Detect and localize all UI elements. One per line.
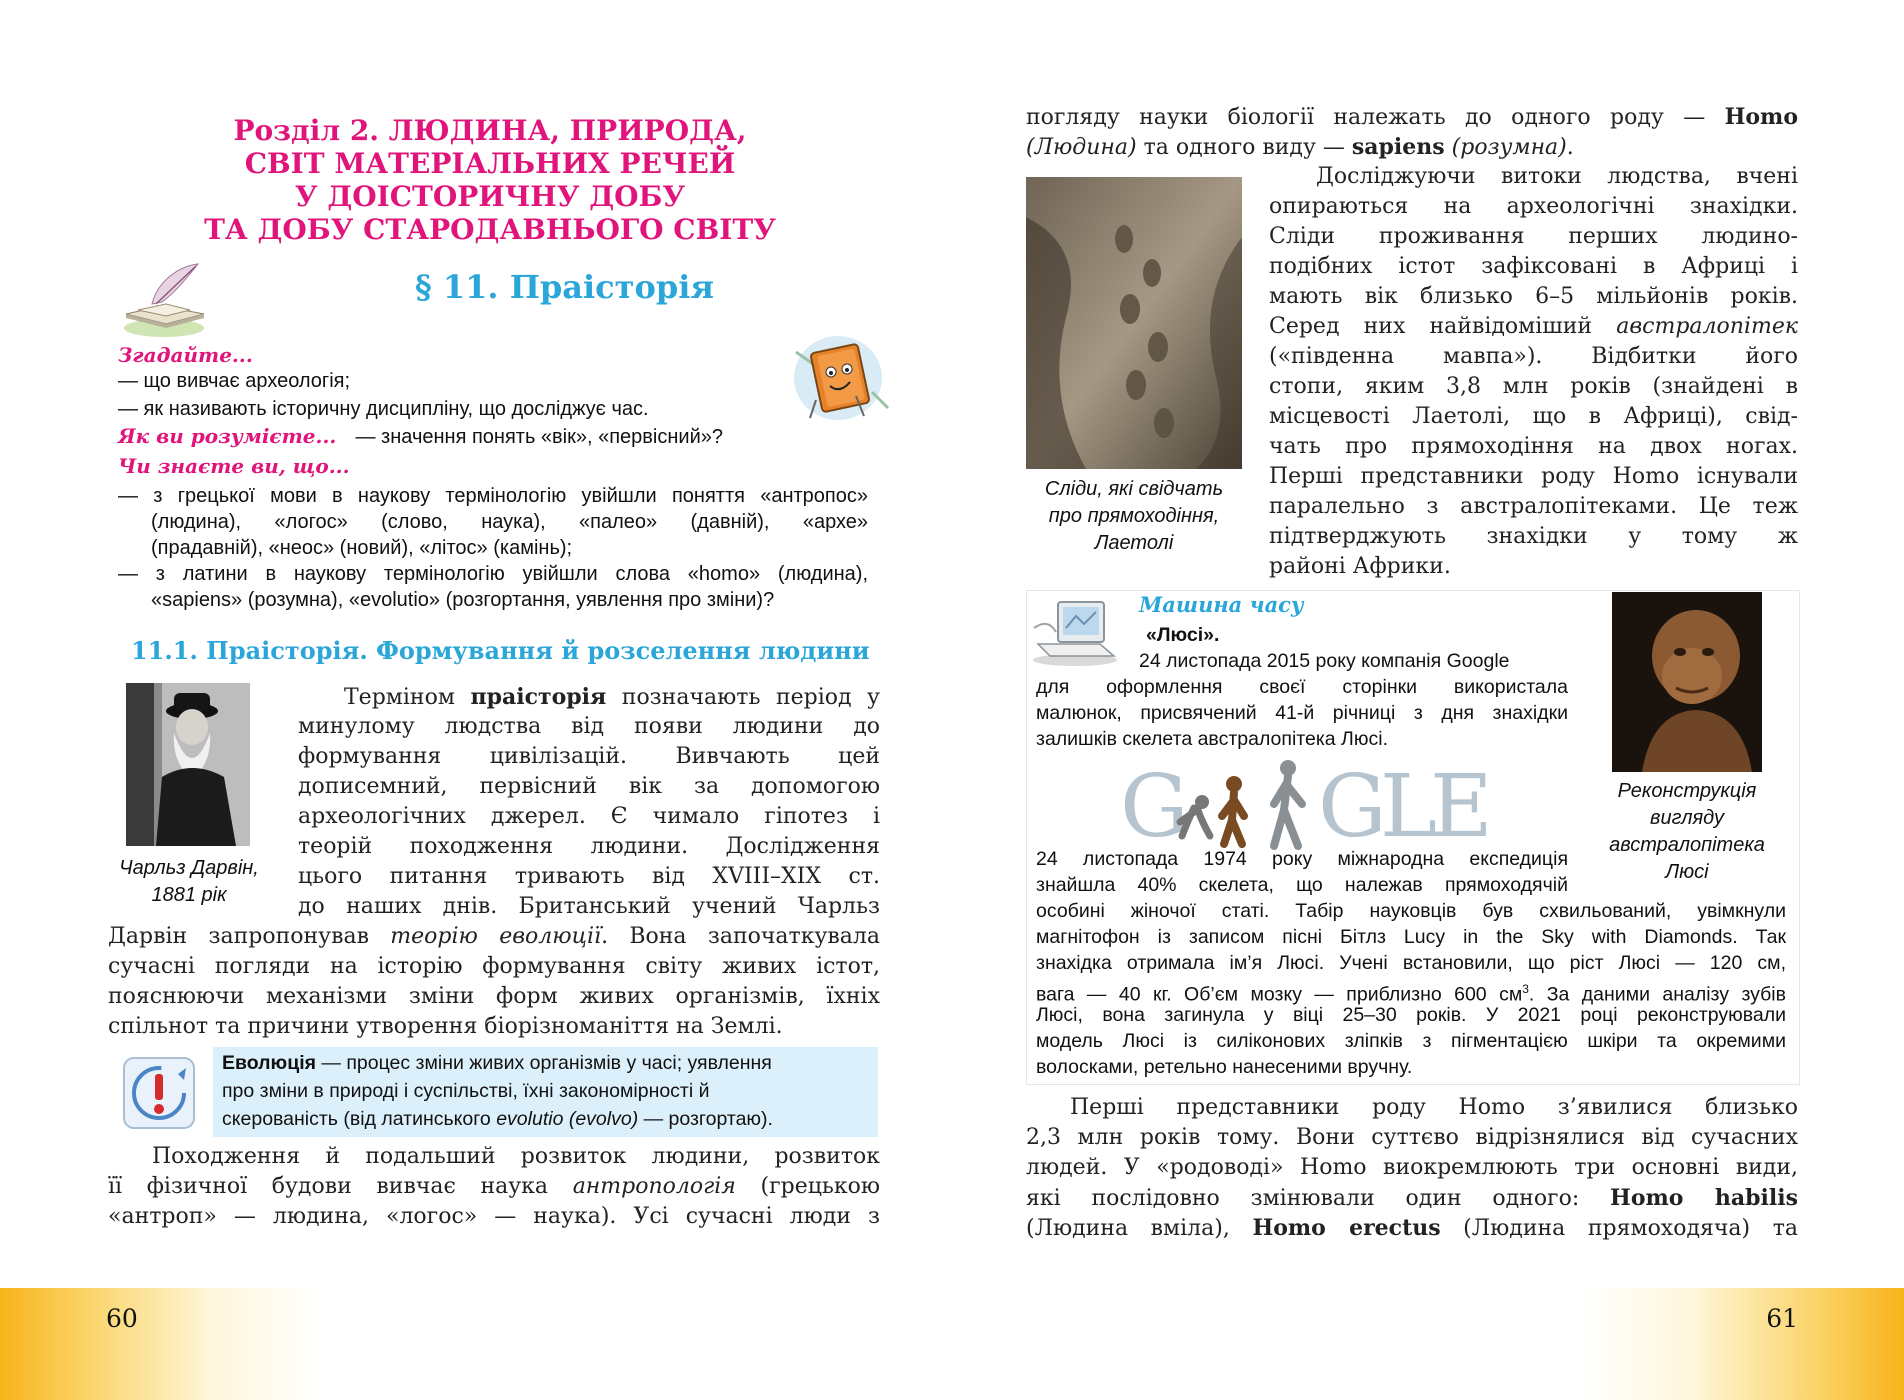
know-line-4: — з латини в наукову термінологію увійшли слова «homo» (людина), [118, 563, 868, 585]
chapter-line-4: ТА ДОБУ СТАРОДАВНЬОГО СВІТУ [204, 213, 776, 246]
right-bottom-line-1: Перші представники роду Homo з’явилися близько [1070, 1095, 1798, 1120]
lucy-caption-line-4: Люсі [1665, 861, 1709, 883]
right-bottom-line-4-pre: які послідовно змінювали один одного: [1026, 1186, 1611, 1211]
tm-p1-line-1: 24 листопада 2015 року компанія Google [1139, 650, 1510, 672]
tm-p2-line-5: знахідка отримала ім’я Люсі. Учені встановили, що ріст Люсі — 120 см, [1036, 952, 1786, 974]
definition-line-3-pre: скерованість (від латинського [222, 1108, 497, 1130]
remember-item-1: — що вивчає археологія; [118, 370, 351, 392]
col-line-4: подібних істот зафіксовані в Африці і [1269, 254, 1798, 279]
footprints-caption-line-3: Лаетолі [1094, 532, 1174, 554]
body-term-evolution-theory: теорію еволюції [390, 924, 602, 949]
bottom-line-3: «антроп» — людина, «логос» — наука). Усі сучасні люди з [108, 1204, 880, 1229]
footprints-caption [1022, 476, 1246, 557]
page-number-left: 60 [106, 1304, 138, 1333]
paragraph-title: § 11. Праісторія [415, 268, 714, 306]
body-line-1-pre: Терміном [344, 685, 471, 710]
definition-line-1 [222, 1049, 872, 1077]
right-top-sapiens: sapiens [1351, 134, 1445, 160]
col-line-13: підтверджують знахідки у тому ж [1269, 524, 1798, 549]
understand-heading: Як ви розумієте... [118, 424, 337, 448]
definition-text [222, 1049, 872, 1133]
right-top-mid: та одного виду — [1136, 135, 1352, 160]
definition-latin: evolutio (evolvo) [496, 1108, 639, 1130]
bottom-line-2-pre: її фізичної будови вивчає наука [108, 1174, 573, 1199]
body-line-4: дописемний, первісний вік за допомогою [298, 774, 880, 799]
body-line-9-pre: Дарвін запропонував [108, 924, 391, 949]
definition-line-2: про зміни в природі і суспільстві, їхні закономірності й [222, 1080, 710, 1102]
tm-p2-line-9: волосками, ретельно нанесеними вручну. [1036, 1056, 1413, 1078]
chapter-line-1: Розділ 2. ЛЮДИНА, ПРИРОДА, [233, 114, 747, 147]
body-line-6: теорій походження людини. Дослідження [298, 834, 880, 859]
right-bottom-line-2: 2,3 млн років тому. Вони суттєво відрізнялися від сучасних [1026, 1125, 1798, 1150]
footprints-photo [1026, 177, 1242, 469]
col-line-7: («південна мавпа»). Відбитки його [1269, 344, 1798, 369]
lucy-caption-line-3: австралопітека [1609, 834, 1765, 856]
lucy-photo [1612, 592, 1762, 772]
tm-p1-line-2: для оформлення своєї сторінки використала [1036, 676, 1568, 698]
body-line-8: до наших днів. Британський учений Чарльз [298, 894, 880, 919]
definition-line-1-post: — процес зміни живих організмів у часі; уявлення [316, 1052, 772, 1074]
computer-icon [1030, 598, 1120, 668]
col-line-10: чать про прямоходіння на двох ногах. [1269, 434, 1798, 459]
col-line-14: районі Африки. [1269, 554, 1451, 579]
definition-line-3 [222, 1105, 872, 1133]
tm-p2-line-8: модель Люсі із силіконових зліпків з пігментацією шкіри та окремими [1036, 1030, 1786, 1052]
right-top-line-2 [1026, 134, 1574, 161]
darwin-caption-line-1: Чарльз Дарвін, [119, 857, 259, 879]
body-line-10: сучасні погляди на історію формування світу живих істот, [108, 954, 880, 979]
col-term-australopithecus: австралопітек [1616, 314, 1798, 339]
footprints-caption-line-1: Сліди, які свідчать [1044, 478, 1224, 500]
right-top-human: (Людина) [1026, 135, 1137, 160]
right-bottom-line-5-b: (Людина прямоходяча) та [1440, 1216, 1798, 1241]
chapter-line-2: СВІТ МАТЕРІАЛЬНИХ РЕЧЕЙ [244, 147, 736, 180]
tm-p2-line-7: Люсі, вона загинула у віці 25–30 років. У 2021 році реконструювали [1036, 1004, 1786, 1026]
know-line-5: «sapiens» (розумна), «evolutio» (розгортання, уявлення про зміни)? [151, 589, 775, 611]
understand-row [118, 423, 723, 451]
tm-p2-line-2: знайшла 40% скелета, що належав прямоходячій [1036, 874, 1568, 896]
google-doodle [1118, 756, 1493, 857]
feather-book-icon [118, 258, 210, 340]
tm-p1-line-4: залишків скелета австралопітека Люсі. [1036, 728, 1388, 750]
col-line-2: опираються на археологічні знахідки. [1269, 194, 1798, 219]
doodle-letter-3: L [1380, 757, 1438, 857]
body-line-12: спільнот та причини утворення біорізноманіття на Землі. [108, 1014, 783, 1039]
know-heading: Чи знаєте ви, що... [118, 454, 350, 478]
footprints-caption-line-2: про прямоходіння, [1048, 505, 1220, 527]
darwin-caption-line-2: 1881 рік [151, 884, 227, 906]
understand-text: — значення понять «вік», «первісний»? [355, 426, 724, 448]
bottom-line-2 [108, 1174, 880, 1200]
right-bottom-erectus: Homo erectus [1252, 1215, 1441, 1241]
right-top-end: . [1566, 135, 1574, 160]
chapter-title [160, 114, 820, 246]
body-line-11: пояснюючи механізми зміни форм живих організмів, їхніх [108, 984, 880, 1009]
body-line-7: цього питання тривають від XVIII–XIX ст. [298, 864, 880, 889]
tm-p2-line-6-post: . За даними аналізу зубів [1528, 983, 1786, 1006]
right-top-rozumna: (розумна) [1451, 135, 1567, 160]
time-machine-subtitle: «Люсі». [1146, 624, 1220, 646]
body-line-1-post: позначають період у [606, 685, 880, 710]
tm-p2-line-1: 24 листопада 1974 року міжнародна експедиція [1036, 848, 1568, 870]
footer-band-left [0, 1288, 952, 1400]
section-title: 11.1. Праісторія. Формування й розселення людини [131, 636, 870, 665]
right-bottom-line-3: людей. У «родоводі» Homo виокремлюють три основні види, [1026, 1155, 1798, 1180]
definition-line-3-post: — розгортаю). [638, 1108, 773, 1130]
page-number-right: 61 [1766, 1304, 1798, 1333]
doodle-letter-2: G [1318, 757, 1387, 857]
doodle-letter-4: E [1430, 757, 1493, 857]
right-top-homo: Homo [1724, 104, 1798, 130]
know-line-3: (прадавній), «неос» (новий), «літос» (камінь); [151, 537, 573, 559]
know-line-1: — з грецької мови в наукову термінологію увійшли поняття «антропос» [118, 485, 868, 507]
right-top-line-1-pre: погляду науки біології належать до одного роду — [1026, 105, 1725, 130]
lucy-caption-line-1: Реконструкція [1617, 780, 1757, 802]
body-line-1 [344, 684, 880, 711]
exclamation-icon [120, 1052, 198, 1132]
col-line-6-pre: Серед них найвідоміший [1269, 314, 1617, 339]
bottom-term-anthropology: антропологія [572, 1174, 736, 1199]
remember-item-2: — як називають історичну дисципліну, що досліджує час. [118, 398, 649, 420]
tm-p2-line-6-pre: вага — 40 кг. Об’єм мозку — приблизно 600 см [1036, 983, 1523, 1006]
right-bottom-line-5 [1026, 1215, 1798, 1242]
know-line-2: (людина), «логос» (слово, наука), «палео» (давній), «архе» [151, 511, 868, 533]
bottom-line-1: Походження й подальший розвиток людини, розвиток [152, 1144, 880, 1169]
doodle-letter-1: G [1120, 757, 1189, 857]
col-line-1: Досліджуючи витоки людства, вчені [1316, 164, 1798, 189]
right-bottom-habilis: Homo habilis [1610, 1185, 1799, 1211]
tm-p1-line-3: малюнок, присвячений 41-й річниці з дня знахідки [1036, 702, 1568, 724]
col-line-5: мають вік близько 6–5 мільйонів років. [1269, 284, 1798, 309]
col-line-12: паралельно з австралопітеками. Це теж [1269, 494, 1798, 519]
bottom-line-2-post: (грецькою [735, 1174, 880, 1199]
right-bottom-line-4 [1026, 1185, 1798, 1212]
darwin-caption [100, 855, 278, 909]
time-machine-title: Машина часу [1139, 592, 1304, 617]
doodle-human-figure [1274, 760, 1302, 846]
tm-p2-cubed: 3 [1522, 982, 1529, 996]
col-line-6 [1269, 314, 1798, 340]
right-top-line-1 [1026, 104, 1798, 131]
smiling-book-icon [786, 326, 894, 426]
body-line-9-post: . Вона започаткувала [601, 924, 880, 949]
tm-p2-line-3: особині жіночої статі. Табір науковців був схвильований, увімкнули [1036, 900, 1786, 922]
body-line-3: формування цивілізацій. Вивчають цей [298, 744, 880, 769]
lucy-caption [1598, 778, 1776, 886]
chapter-line-3: У ДОІСТОРИЧНУ ДОБУ [294, 180, 686, 213]
body-term-praistoriia: праісторія [470, 684, 607, 710]
remember-heading: Згадайте... [118, 343, 253, 367]
tm-p2-line-4: магнітофон із записом пісні Бітлз Lucy in the Sky with Diamonds. Так [1036, 926, 1786, 948]
col-line-11: Перші представники роду Homo існували [1269, 464, 1798, 489]
col-line-9: місцевості Лаетолі, що в Африці), свід- [1269, 404, 1798, 429]
lucy-caption-line-2: вигляду [1650, 807, 1724, 829]
definition-term: Еволюція [222, 1052, 316, 1074]
darwin-photo [126, 683, 250, 846]
col-line-3: Сліди проживання перших людино- [1269, 224, 1798, 249]
footer-band-right [952, 1288, 1904, 1400]
doodle-lucy-figure [1222, 776, 1244, 844]
col-line-8: стопи, яким 3,8 млн років (знайдені в [1269, 374, 1798, 399]
body-line-9 [108, 924, 880, 950]
body-line-5: археологічних джерел. Є чимало гіпотез і [298, 804, 880, 829]
body-line-2: минулому людства від появи людини до [298, 714, 880, 739]
right-bottom-line-5-a: (Людина вміла), [1026, 1216, 1253, 1241]
